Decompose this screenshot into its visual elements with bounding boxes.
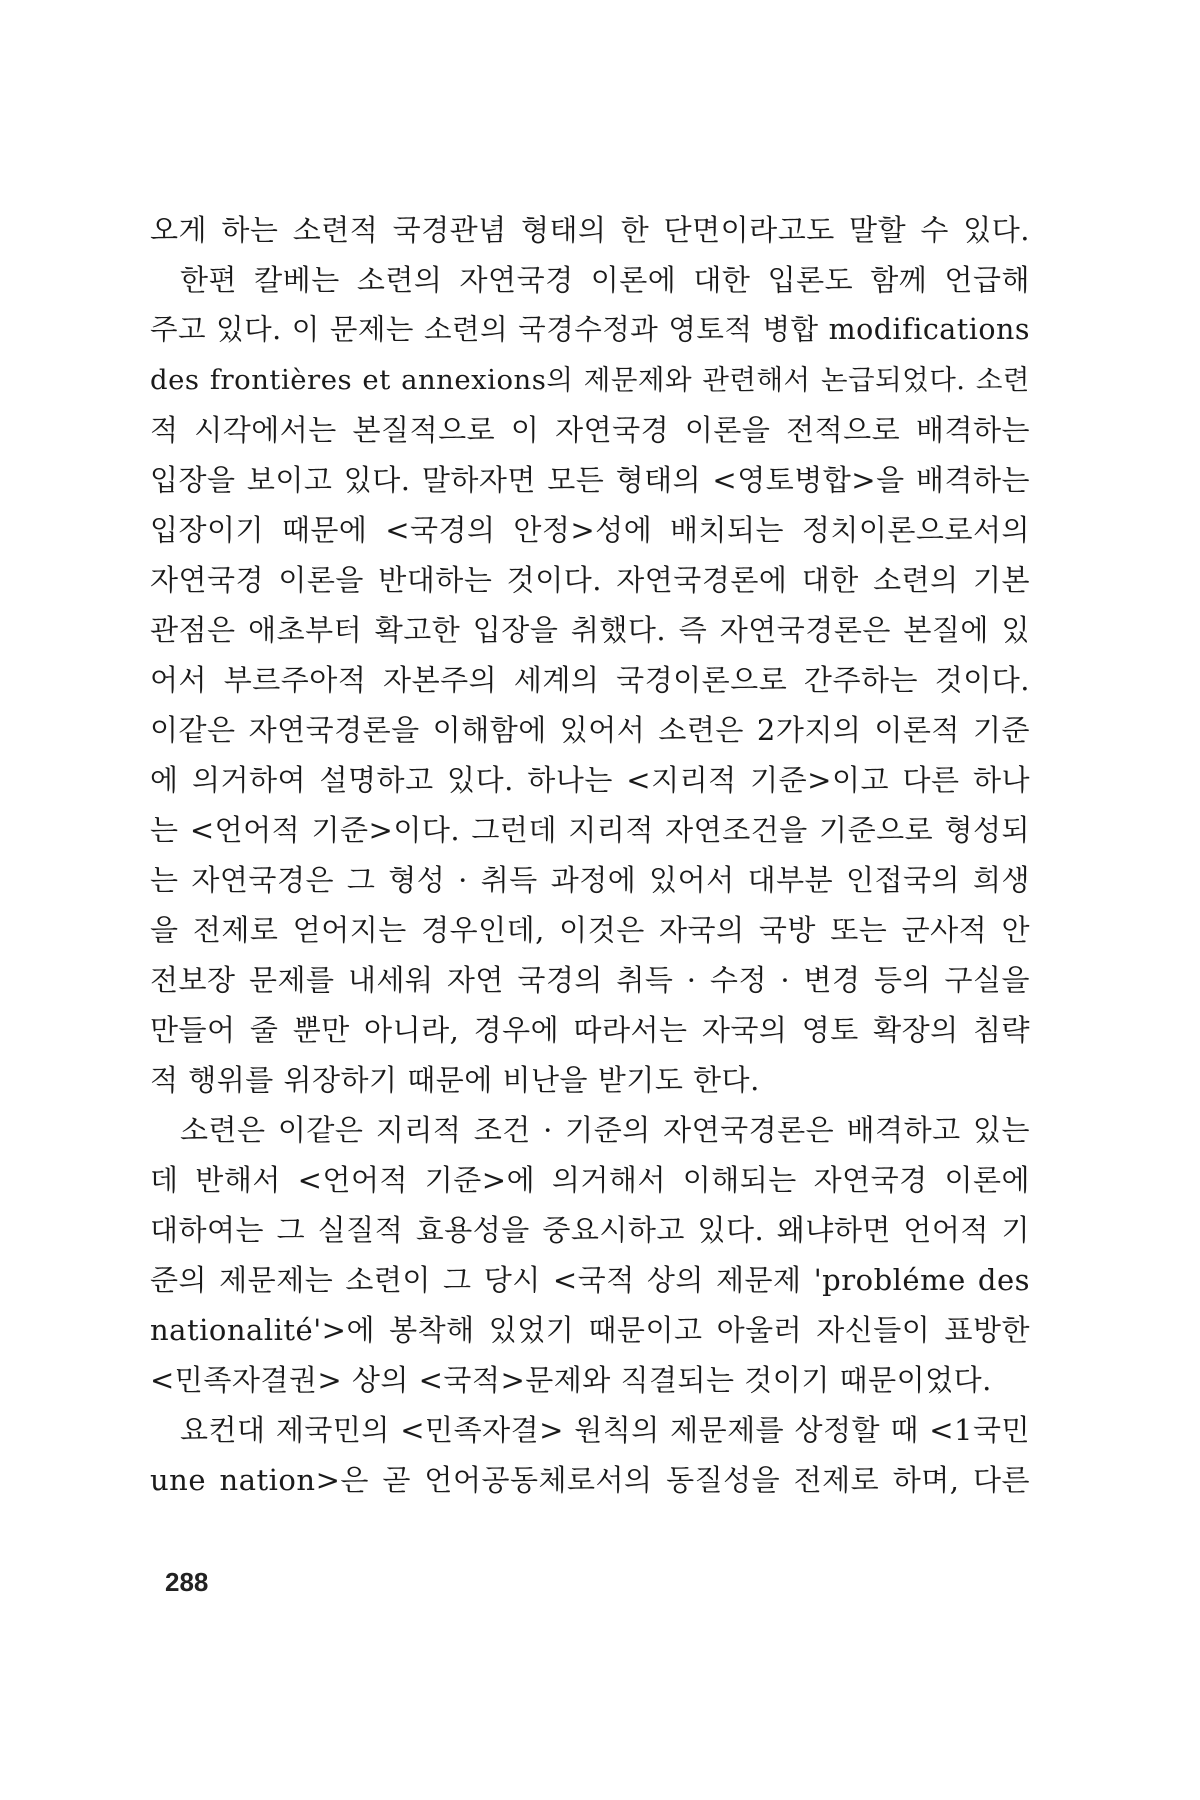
- text-line: 소련은 이같은 지리적 조건 · 기준의 자연국경론은 배격하고 있는: [180, 1113, 1030, 1147]
- text-line: 적 시각에서는 본질적으로 이 자연국경 이론을 전적으로 배격하는: [150, 413, 1030, 447]
- text-line: 관점은 애초부터 확고한 입장을 취했다. 즉 자연국경론은 본질에 있: [150, 613, 1030, 647]
- text-line: une nation>은 곧 언어공동체로서의 동질성을 전제로 하며, 다른: [150, 1463, 1030, 1497]
- text-line: 적 행위를 위장하기 때문에 비난을 받기도 한다.: [150, 1063, 760, 1097]
- text-line: 는 <언어적 기준>이다. 그런데 지리적 자연조건을 기준으로 형성되: [150, 813, 1030, 847]
- text-line: 오게 하는 소련적 국경관념 형태의 한 단면이라고도 말할 수 있다.: [150, 213, 1030, 247]
- text-line: 이같은 자연국경론을 이해함에 있어서 소련은 2가지의 이론적 기준: [150, 713, 1030, 747]
- text-line: 입장이기 때문에 <국경의 안정>성에 배치되는 정치이론으로서의: [150, 513, 1030, 547]
- text-line: 주고 있다. 이 문제는 소련의 국경수정과 영토적 병합 modifications: [150, 313, 1030, 346]
- text-line: 준의 제문제는 소련이 그 당시 <국적 상의 제문제 'probléme des: [150, 1263, 1030, 1297]
- text-line: <민족자결권> 상의 <국적>문제와 직결되는 것이기 때문이었다.: [150, 1363, 992, 1397]
- text-line: 어서 부르주아적 자본주의 세계의 국경이론으로 간주하는 것이다.: [150, 663, 1030, 697]
- text-line: 요컨대 제국민의 <민족자결> 원칙의 제문제를 상정할 때 <1국민: [180, 1413, 1030, 1447]
- text-line: 는 자연국경은 그 형성 · 취득 과정에 있어서 대부분 인접국의 희생: [150, 863, 1030, 897]
- text-line: 전보장 문제를 내세워 자연 국경의 취득 · 수정 · 변경 등의 구실을: [150, 963, 1030, 997]
- page-number: 288: [165, 1567, 209, 1597]
- text-line: 입장을 보이고 있다. 말하자면 모든 형태의 <영토병합>을 배격하는: [150, 463, 1030, 497]
- text-line: 데 반해서 <언어적 기준>에 의거해서 이해되는 자연국경 이론에: [150, 1163, 1030, 1197]
- text-line: nationalité'>에 봉착해 있었기 때문이고 아울러 자신들이 표방한: [150, 1313, 1030, 1347]
- text-line: 대하여는 그 실질적 효용성을 중요시하고 있다. 왜냐하면 언어적 기: [150, 1213, 1030, 1247]
- text-line: 을 전제로 얻어지는 경우인데, 이것은 자국의 국방 또는 군사적 안: [150, 913, 1030, 947]
- text-line: 에 의거하여 설명하고 있다. 하나는 <지리적 기준>이고 다른 하나: [150, 763, 1030, 797]
- text-line: 만들어 줄 뿐만 아니라, 경우에 따라서는 자국의 영토 확장의 침략: [150, 1013, 1030, 1047]
- body-text: [150, 205, 1030, 1505]
- text-line: 자연국경 이론을 반대하는 것이다. 자연국경론에 대한 소련의 기본: [150, 563, 1030, 597]
- text-line: 한편 칼베는 소련의 자연국경 이론에 대한 입론도 함께 언급해: [180, 263, 1030, 297]
- text-line: des frontières et annexions의 제문제와 관련해서 논급되었다. 소련: [150, 364, 1030, 396]
